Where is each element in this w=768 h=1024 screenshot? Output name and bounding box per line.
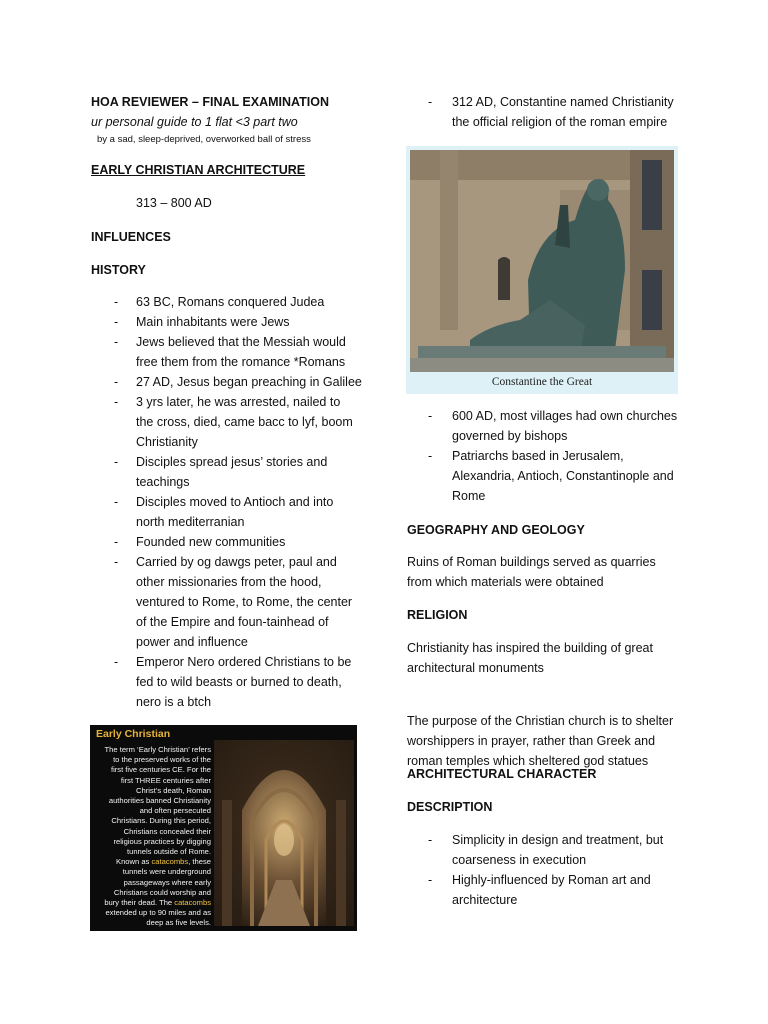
catacomb-photo	[214, 740, 354, 926]
slide-text-line: tunnels were underground	[122, 867, 211, 877]
religion-text-1: Christianity has inspired the building of great architectural monuments	[407, 641, 653, 675]
slide-body-text	[93, 745, 211, 929]
document-title: HOA REVIEWER – FINAL EXAMINATION	[91, 95, 329, 109]
bullet-dash: -	[114, 655, 119, 669]
bullet-dash: -	[114, 535, 119, 549]
religion-heading: RELIGION	[407, 608, 468, 622]
bullet-item: Disciples moved to Antioch and into north mediterranian	[136, 495, 334, 529]
constantine-photo-frame	[406, 146, 678, 394]
bullet-item: 27 AD, Jesus began preaching in Galilee	[136, 375, 362, 389]
bullet-dash: -	[114, 455, 119, 469]
bullet-item: 63 BC, Romans conquered Judea	[136, 295, 325, 309]
bullet-item: 600 AD, most villages had own churches governed by bishops	[452, 409, 678, 443]
slide-text-line: first THREE centuries after	[120, 775, 211, 785]
constantine-statue-photo	[410, 150, 674, 372]
influences-heading: INFLUENCES	[91, 230, 171, 244]
slide-text-line: Christians could worship and	[113, 887, 211, 897]
architectural-character-heading: ARCHITECTURAL CHARACTER	[407, 767, 597, 781]
highlighted-term: catacombs	[151, 857, 189, 867]
slide-text-line: Christians concealed their	[123, 826, 211, 836]
bullet-dash: -	[114, 395, 119, 409]
slide-text-line: The term ‘Early Christian’ refers	[104, 745, 211, 754]
bullet-item: Emperor Nero ordered Christians to be fed to wild beasts or burned to death, nero is a btch	[136, 655, 352, 709]
bullet-item: Disciples spread jesus’ stories and teachings	[136, 455, 328, 489]
bullet-dash: -	[428, 833, 433, 847]
slide-text-line: extended up to 90 miles and as	[105, 908, 211, 918]
slide-text-line: to the preserved works of the	[113, 755, 211, 765]
history-heading: HISTORY	[91, 263, 146, 277]
bullet-dash: -	[114, 295, 119, 309]
slide-text-line: first five centuries CE. For the	[110, 765, 211, 775]
slide-text-line: Christ’s death, Roman	[136, 785, 211, 795]
bullet-item: Jews believed that the Messiah would free them from the romance *Romans	[136, 335, 346, 369]
slide-text-line: deep as five levels.	[146, 918, 211, 928]
slide-text-line: religious practices by digging	[113, 836, 211, 846]
section-title: EARLY CHRISTIAN ARCHITECTURE	[91, 163, 306, 177]
bullet-dash: -	[114, 495, 119, 509]
geography-heading: GEOGRAPHY AND GEOLOGY	[407, 523, 585, 537]
slide-text-line: passageways where early	[123, 877, 211, 887]
bullet-item: Highly-influenced by Roman art and architecture	[452, 873, 651, 907]
bullet-item: Simplicity in design and treatment, but coarseness in execution	[452, 833, 664, 867]
bullet-item: Main inhabitants were Jews	[136, 315, 290, 329]
slide-text-line: authorities banned Christianity	[108, 796, 211, 806]
early-christian-slide	[90, 725, 357, 931]
bullet-item: Patriarchs based in Jerusalem, Alexandria, Antioch, Constantinople and Rome	[452, 449, 674, 503]
slide-text-line: and often persecuted	[139, 806, 211, 816]
bullet-dash: -	[428, 409, 433, 423]
bullet-dash: -	[114, 375, 119, 389]
photo-caption: Constantine the Great	[491, 376, 593, 388]
highlighted-term: catacombs	[174, 898, 211, 908]
document-byline: by a sad, sleep-deprived, overworked ball of stress	[97, 134, 311, 145]
bullet-item: 3 yrs later, he was arrested, nailed to the cross, died, came bacc to lyf, boom Christianity	[136, 395, 353, 449]
bullet-item: Carried by og dawgs peter, paul and other missionaries from the hood, ventured to Rome, to Rome, the center of the Empire and foun-tainhead of power and influence	[136, 555, 353, 649]
religion-text-2: The purpose of the Christian church is to shelter worshippers in prayer, rather than Greek and roman temples which sheltered god statues	[407, 714, 674, 768]
slide-text-line: Known as catacombs, these	[116, 857, 211, 867]
bullet-dash: -	[428, 873, 433, 887]
slide-text-line: bury their dead. The catacombs	[104, 898, 211, 908]
bullet-dash: -	[428, 95, 433, 109]
bullet-dash: -	[428, 449, 433, 463]
slide-title: Early Christian	[96, 728, 171, 740]
bullet-item: Founded new communities	[136, 535, 286, 549]
slide-text-line: tunnels outside of Rome.	[126, 847, 211, 857]
document-subtitle: ur personal guide to 1 flat <3 part two	[91, 115, 298, 129]
bullet-dash: -	[114, 315, 119, 329]
geography-text: Ruins of Roman buildings served as quarries from which materials were obtained	[407, 555, 656, 589]
slide-text-line: Christians. During this period,	[111, 816, 211, 826]
description-heading: DESCRIPTION	[407, 800, 493, 814]
date-range: 313 – 800 AD	[136, 196, 212, 210]
bullet-item: 312 AD, Constantine named Christianity the official religion of the roman empire	[452, 95, 674, 129]
bullet-dash: -	[114, 555, 119, 569]
bullet-dash: -	[114, 335, 119, 349]
